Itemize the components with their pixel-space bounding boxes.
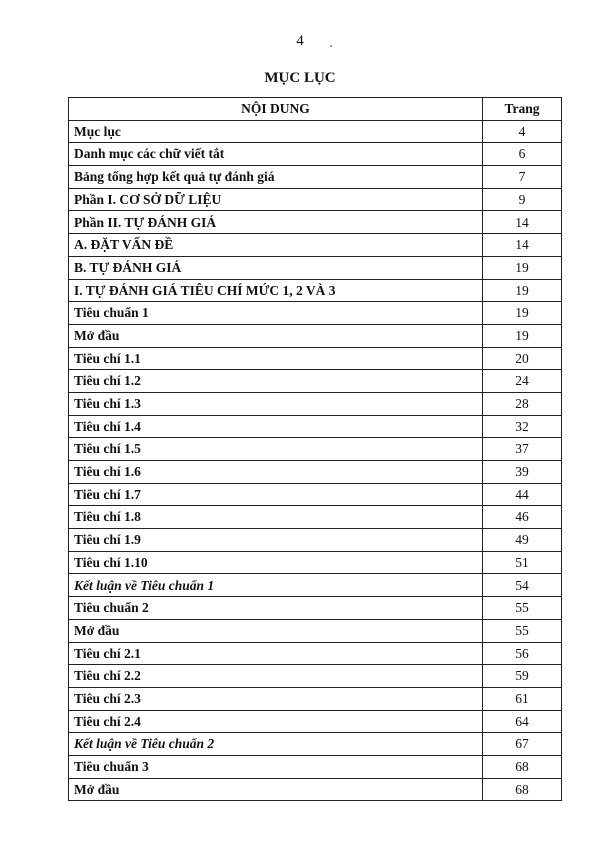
toc-entry-title: Tiêu chí 1.7	[69, 483, 483, 506]
toc-entry-title: Tiêu chí 1.6	[69, 461, 483, 484]
toc-entry-title: Tiêu chí 1.4	[69, 415, 483, 438]
table-row	[69, 778, 562, 801]
toc-entry-page: 19	[483, 324, 562, 347]
table-row	[69, 166, 562, 189]
toc-entry-title: Tiêu chí 1.1	[69, 347, 483, 370]
toc-entry-title: I. TỰ ĐÁNH GIÁ TIÊU CHÍ MỨC 1, 2 VÀ 3	[69, 279, 483, 302]
table-row	[69, 461, 562, 484]
toc-entry-page: 51	[483, 551, 562, 574]
table-row	[69, 551, 562, 574]
header-content: NỘI DUNG	[69, 98, 483, 121]
table-row	[69, 256, 562, 279]
table-row	[69, 597, 562, 620]
table-row	[69, 506, 562, 529]
toc-entry-title: Tiêu chí 2.3	[69, 687, 483, 710]
table-row	[69, 347, 562, 370]
table-row	[69, 234, 562, 257]
toc-entry-page: 14	[483, 234, 562, 257]
toc-entry-page: 59	[483, 665, 562, 688]
toc-entry-page: 4	[483, 120, 562, 143]
toc-entry-title: Tiêu chí 1.3	[69, 392, 483, 415]
table-row	[69, 687, 562, 710]
header-page: Trang	[483, 98, 562, 121]
toc-entry-title: Bảng tổng hợp kết quả tự đánh giá	[69, 166, 483, 189]
toc-entry-title: Tiêu chí 1.8	[69, 506, 483, 529]
table-row	[69, 188, 562, 211]
table-row	[69, 211, 562, 234]
table-row	[69, 619, 562, 642]
table-row	[69, 324, 562, 347]
toc-entry-page: 19	[483, 279, 562, 302]
toc-entry-title: Tiêu chí 2.4	[69, 710, 483, 733]
table-row	[69, 574, 562, 597]
page-number: 4	[296, 33, 304, 49]
toc-entry-page: 54	[483, 574, 562, 597]
toc-entry-title: Mở đầu	[69, 778, 483, 801]
toc-entry-title: Kết luận về Tiêu chuẩn 1	[69, 574, 483, 597]
toc-entry-page: 49	[483, 529, 562, 552]
page-title: MỤC LỤC	[264, 70, 336, 86]
table-row	[69, 143, 562, 166]
toc-entry-page: 6	[483, 143, 562, 166]
toc-entry-title: Tiêu chí 2.2	[69, 665, 483, 688]
toc-entry-title: Phần I. CƠ SỞ DỮ LIỆU	[69, 188, 483, 211]
table-row	[69, 755, 562, 778]
toc-entry-page: 28	[483, 392, 562, 415]
toc-entry-title: Kết luận về Tiêu chuẩn 2	[69, 733, 483, 756]
toc-entry-title: Tiêu chí 1.5	[69, 438, 483, 461]
toc-entry-page: 20	[483, 347, 562, 370]
table-row	[69, 370, 562, 393]
toc-entry-title: Phần II. TỰ ĐÁNH GIÁ	[69, 211, 483, 234]
table-row	[69, 710, 562, 733]
toc-entry-page: 68	[483, 778, 562, 801]
table-row	[69, 415, 562, 438]
toc-entry-page: 61	[483, 687, 562, 710]
toc-entry-page: 32	[483, 415, 562, 438]
table-header-row	[69, 98, 562, 121]
table-row	[69, 302, 562, 325]
table-row	[69, 392, 562, 415]
toc-entry-title: Tiêu chuẩn 1	[69, 302, 483, 325]
table-row	[69, 438, 562, 461]
toc-entry-title: Tiêu chuẩn 3	[69, 755, 483, 778]
toc-entry-page: 64	[483, 710, 562, 733]
toc-entry-page: 37	[483, 438, 562, 461]
toc-entry-page: 9	[483, 188, 562, 211]
table-row	[69, 120, 562, 143]
toc-entry-page: 24	[483, 370, 562, 393]
toc-entry-page: 56	[483, 642, 562, 665]
toc-entry-page: 55	[483, 619, 562, 642]
toc-entry-page: 39	[483, 461, 562, 484]
table-of-contents	[68, 97, 562, 801]
toc-entry-title: Tiêu chí 2.1	[69, 642, 483, 665]
table-body	[69, 120, 562, 801]
toc-entry-title: Tiêu chí 1.10	[69, 551, 483, 574]
toc-entry-title: Tiêu chuẩn 2	[69, 597, 483, 620]
toc-entry-page: 46	[483, 506, 562, 529]
table-row	[69, 279, 562, 302]
toc-entry-page: 7	[483, 166, 562, 189]
toc-entry-title: B. TỰ ĐÁNH GIÁ	[69, 256, 483, 279]
toc-entry-page: 19	[483, 302, 562, 325]
toc-entry-title: A. ĐẶT VẤN ĐỀ	[69, 234, 483, 257]
toc-entry-title: Mục lục	[69, 120, 483, 143]
toc-entry-title: Mở đầu	[69, 324, 483, 347]
toc-entry-page: 67	[483, 733, 562, 756]
scan-speck	[330, 45, 332, 47]
toc-entry-page: 14	[483, 211, 562, 234]
toc-entry-title: Danh mục các chữ viết tắt	[69, 143, 483, 166]
toc-entry-page: 55	[483, 597, 562, 620]
table-row	[69, 483, 562, 506]
toc-entry-page: 44	[483, 483, 562, 506]
toc-entry-title: Mở đầu	[69, 619, 483, 642]
toc-entry-title: Tiêu chí 1.2	[69, 370, 483, 393]
table-row	[69, 733, 562, 756]
table-row	[69, 529, 562, 552]
toc-entry-page: 19	[483, 256, 562, 279]
toc-entry-title: Tiêu chí 1.9	[69, 529, 483, 552]
table-row	[69, 665, 562, 688]
toc-entry-page: 68	[483, 755, 562, 778]
table-row	[69, 642, 562, 665]
